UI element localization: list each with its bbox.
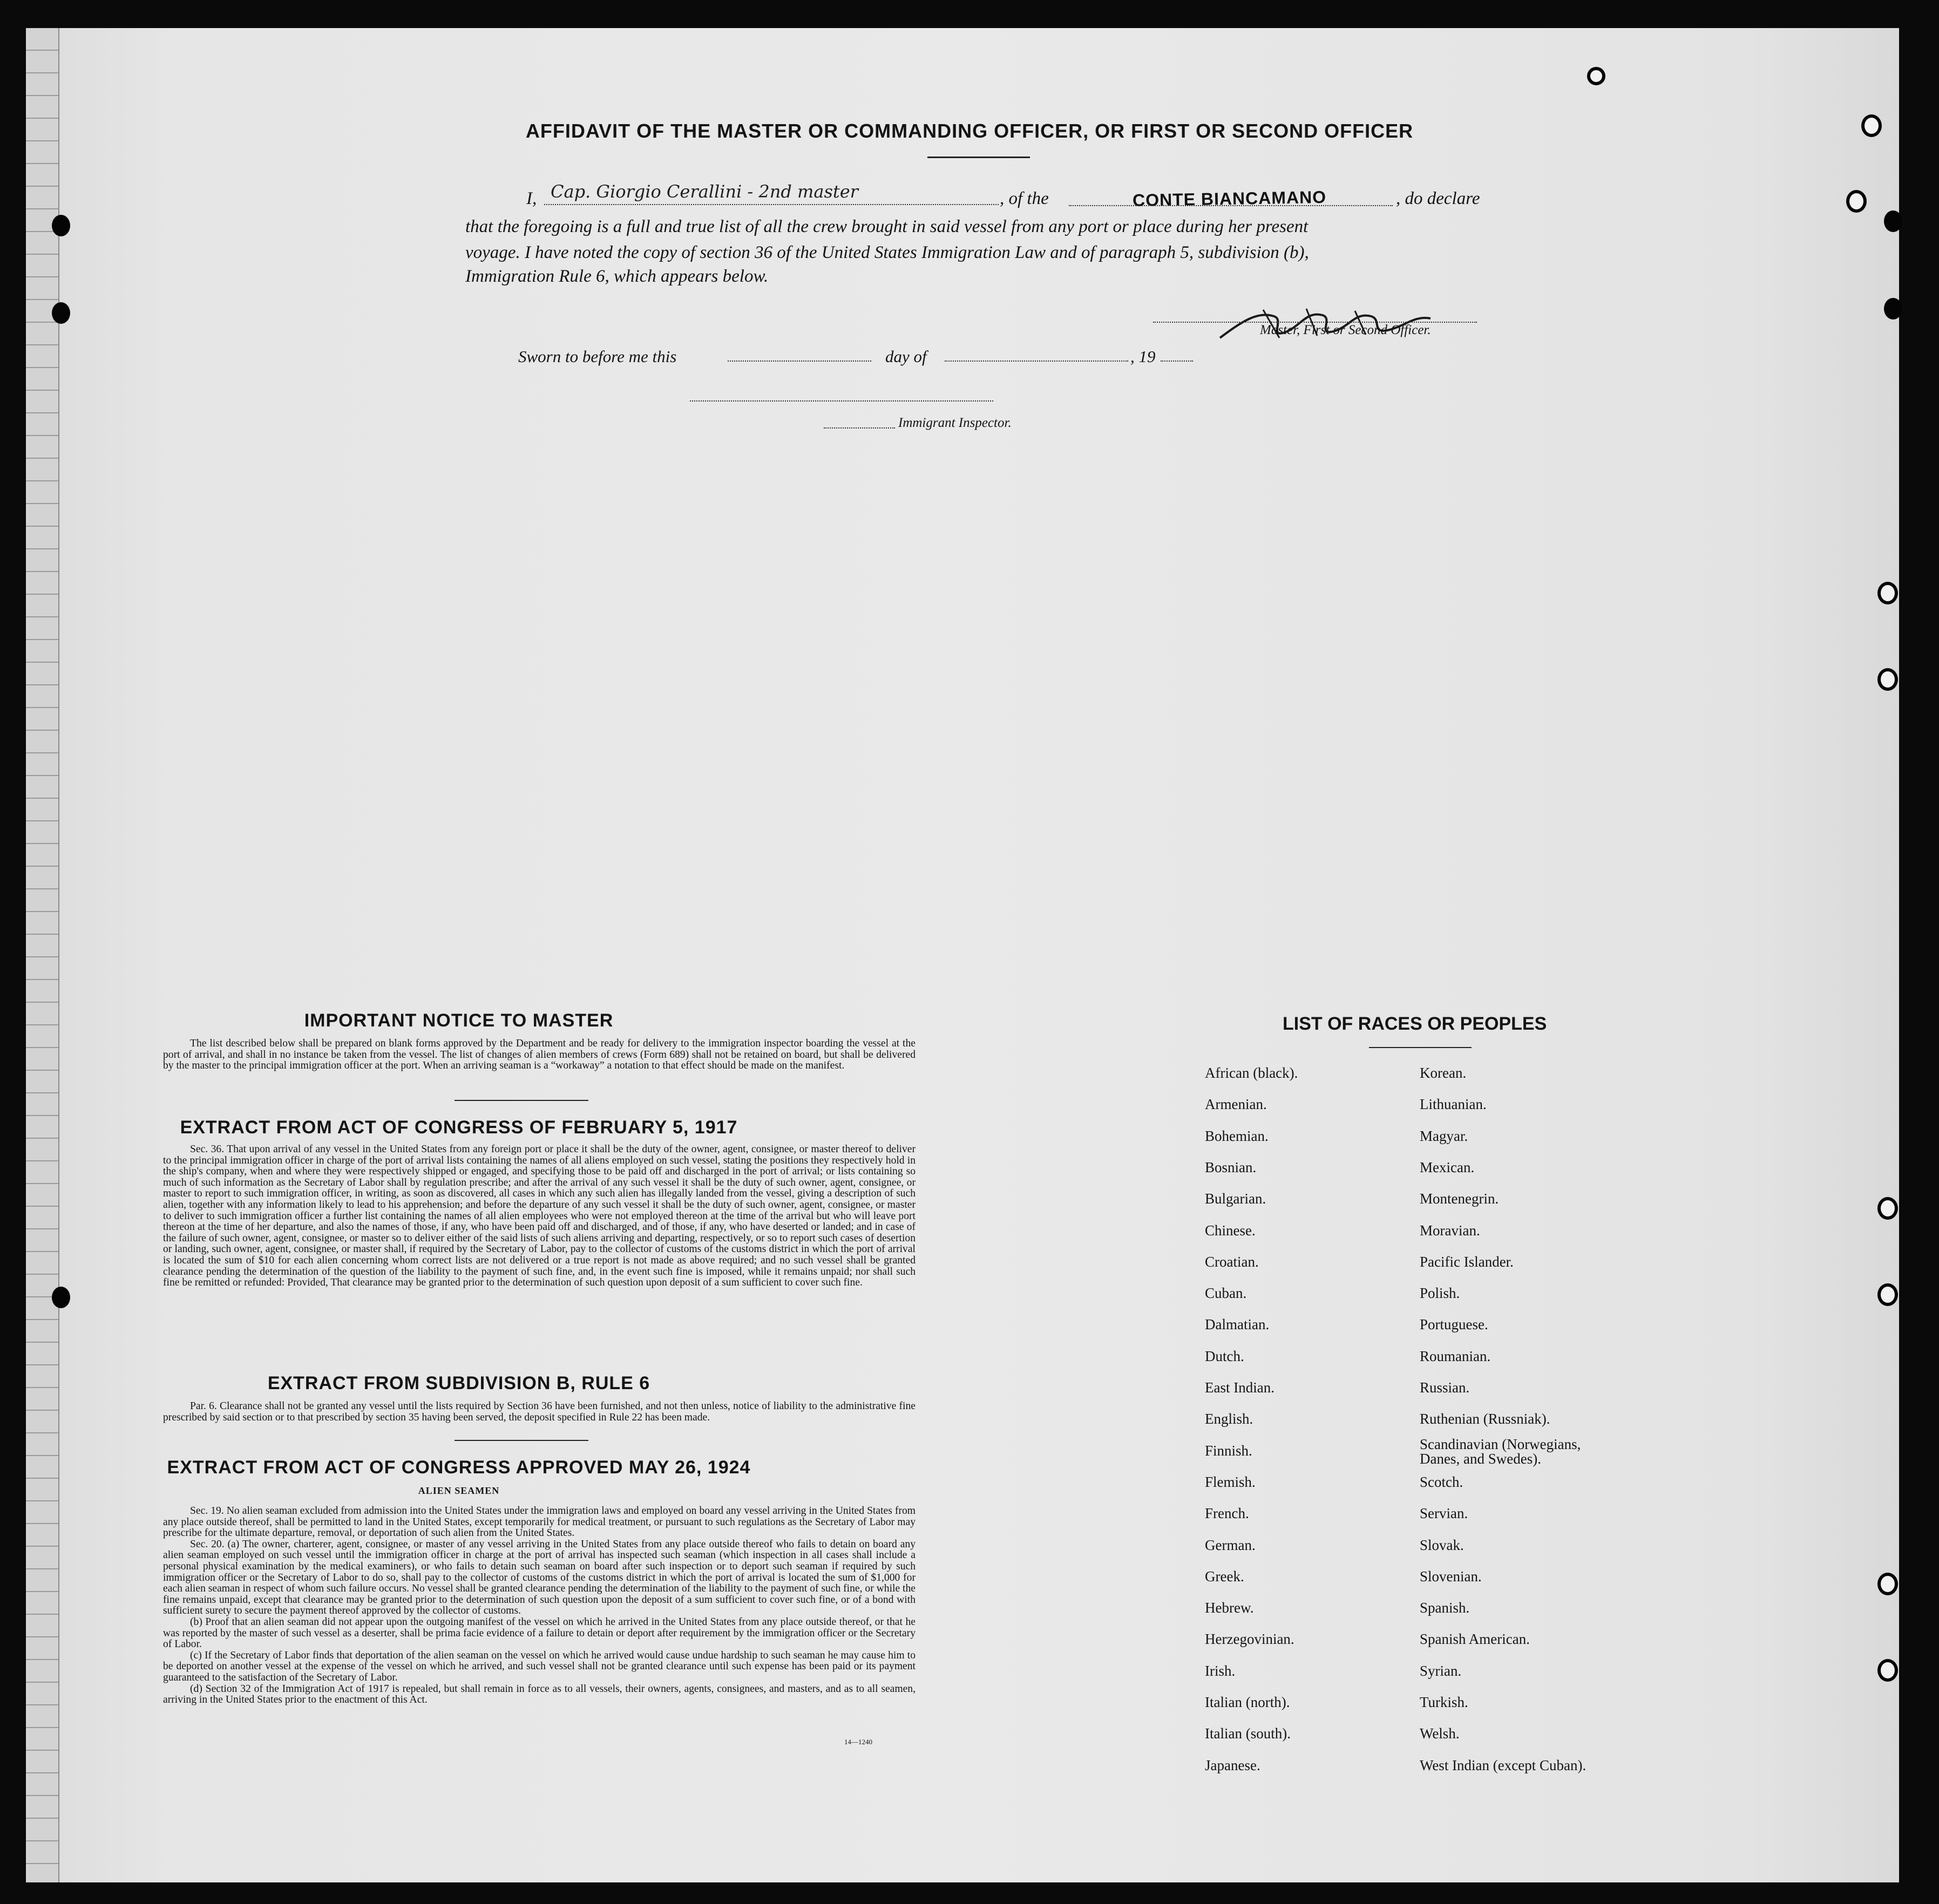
- punch-hole: [1877, 1659, 1898, 1682]
- race-item: Italian (south).: [1205, 1725, 1291, 1742]
- extract-1924-body: [163, 1506, 916, 1706]
- extract-1924-title: EXTRACT FROM ACT OF CONGRESS APPROVED MAY 26, 1924: [167, 1457, 751, 1478]
- race-item: Dalmatian.: [1205, 1316, 1270, 1333]
- race-item: Slovenian.: [1420, 1568, 1482, 1585]
- race-item: Cuban.: [1205, 1285, 1247, 1302]
- race-item: Welsh.: [1420, 1725, 1460, 1742]
- punch-hole: [1877, 1283, 1898, 1306]
- punch-hole: [1877, 1573, 1898, 1595]
- notice-body: [163, 1038, 916, 1072]
- race-item: Polish.: [1420, 1285, 1460, 1302]
- race-item: Pacific Islander.: [1420, 1253, 1514, 1270]
- race-item: Syrian.: [1420, 1662, 1462, 1679]
- race-item: Mexican.: [1420, 1159, 1475, 1175]
- race-item: Ruthenian (Russniak).: [1420, 1411, 1550, 1427]
- notice-title: IMPORTANT NOTICE TO MASTER: [304, 1010, 614, 1031]
- officer-name-line: [544, 204, 999, 205]
- punch-hole: [52, 215, 70, 236]
- race-item: Montenegrin.: [1420, 1191, 1499, 1207]
- affidavit-line-4: Immigration Rule 6, which appears below.: [465, 267, 769, 286]
- race-item: Bulgarian.: [1205, 1191, 1266, 1207]
- form-number: 14—1240: [844, 1738, 872, 1746]
- punch-hole: [1884, 298, 1902, 319]
- punch-hole: [52, 302, 70, 324]
- race-item: Moravian.: [1420, 1222, 1480, 1239]
- race-item: Spanish.: [1420, 1600, 1470, 1616]
- punch-hole: [1877, 1197, 1898, 1220]
- divider-rule: [455, 1100, 588, 1101]
- punch-hole: [1884, 210, 1902, 232]
- sec-20d-text: (d) Section 32 of the Immigration Act of 1917 is repealed, but shall remain in force as to all vessels, their owners, agents, consignees, and masters, and as to all seamen, arriving in the United States prior to the enactment of this Act.: [163, 1683, 916, 1706]
- extract-1917-title: EXTRACT FROM ACT OF CONGRESS OF FEBRUARY 5, 1917: [180, 1117, 738, 1138]
- subdivision-title: EXTRACT FROM SUBDIVISION B, RULE 6: [267, 1373, 650, 1393]
- punch-hole: [1587, 67, 1605, 85]
- title-rule: [927, 157, 1030, 158]
- punch-hole: [52, 1287, 70, 1308]
- races-title: LIST OF RACES OR PEOPLES: [1283, 1014, 1547, 1034]
- race-item: Flemish.: [1205, 1473, 1256, 1490]
- race-item: Roumanian.: [1420, 1348, 1491, 1364]
- race-item: Hebrew.: [1205, 1600, 1254, 1616]
- race-item: English.: [1205, 1411, 1253, 1427]
- race-item: Turkish.: [1420, 1694, 1468, 1710]
- race-item: African (black).: [1205, 1065, 1298, 1081]
- race-item: Greek.: [1205, 1568, 1244, 1585]
- officer-name-handwritten: Cap. Giorgio Cerallini - 2nd master: [551, 181, 858, 202]
- race-item: Servian.: [1420, 1505, 1468, 1522]
- race-item: Irish.: [1205, 1662, 1236, 1679]
- sworn-year-line: [1161, 361, 1193, 362]
- race-item: Herzegovinian.: [1205, 1631, 1294, 1648]
- race-item: Korean.: [1420, 1065, 1467, 1081]
- race-item: Russian.: [1420, 1379, 1470, 1396]
- vessel-name-stamp: CONTE BIANCAMANO: [1132, 187, 1327, 210]
- par-6-text: Par. 6. Clearance shall not be granted any vessel until the lists required by Section 36 have been furnished, and not then unless, notice of liability to the administrative fine prescribed by said section or to that prescribed by section 35 having been served, the deposit specified in Rule 22 has been made.: [163, 1400, 916, 1423]
- inspector-caption: Immigrant Inspector.: [898, 416, 1012, 430]
- sworn-label: Sworn to before me this: [518, 347, 677, 366]
- affidavit-i-label: I,: [526, 189, 537, 208]
- alien-seamen-subtitle: ALIEN SEAMEN: [418, 1485, 500, 1496]
- race-item: Croatian.: [1205, 1253, 1259, 1270]
- race-item: Scandinavian (Norwegians,: [1420, 1436, 1581, 1452]
- races-title-rule: [1369, 1047, 1472, 1048]
- race-item: French.: [1205, 1505, 1249, 1522]
- punch-hole: [1877, 668, 1898, 691]
- race-item: Armenian.: [1205, 1096, 1267, 1113]
- signature-caption: Master, First or Second Officer.: [1260, 323, 1431, 337]
- affidavit-title: AFFIDAVIT OF THE MASTER OR COMMANDING OFFICER, OR FIRST OR SECOND OFFICER: [525, 120, 1414, 142]
- sec-20b-text: (b) Proof that an alien seaman did not appear upon the outgoing manifest of the vessel on which he arrived in the United States from any place outside thereof, or that he was reported by the master of such vessel as a deserter, shall be prima facie evidence of a failure to detain or deport after requirement by the immigration officer or the Secretary of Labor.: [163, 1616, 916, 1650]
- race-item: Dutch.: [1205, 1348, 1244, 1364]
- affidavit-line-3: voyage. I have noted the copy of section 36 of the United States Immigration Law and of paragraph 5, subdivision (b),: [465, 243, 1309, 262]
- affidavit-of-the: , of the: [1000, 189, 1049, 208]
- race-item: Japanese.: [1205, 1757, 1260, 1773]
- divider-rule: [455, 1440, 588, 1441]
- race-item: Scotch.: [1420, 1473, 1463, 1490]
- year-prefix: , 19: [1130, 347, 1156, 366]
- race-item: Bohemian.: [1205, 1127, 1269, 1144]
- race-item: Finnish.: [1205, 1442, 1252, 1459]
- race-item: Slovak.: [1420, 1536, 1464, 1553]
- affidavit-line-2: that the foregoing is a full and true list of all the crew brought in said vessel from any port or place during her present: [465, 217, 1309, 236]
- race-item: Chinese.: [1205, 1222, 1256, 1239]
- race-item: Lithuanian.: [1420, 1096, 1487, 1113]
- punch-hole: [1846, 190, 1867, 213]
- race-item: Portuguese.: [1420, 1316, 1488, 1333]
- inspector-lead-line: [824, 427, 895, 429]
- punch-hole: [1877, 582, 1898, 604]
- extract-1917-body: [163, 1144, 916, 1289]
- race-item: German.: [1205, 1536, 1256, 1553]
- race-item: East Indian.: [1205, 1379, 1274, 1396]
- notice-text: The list described below shall be prepared on blank forms approved by the Department and be ready for delivery to the immigration inspector boarding the vessel at the port of arrival, and shall in no instance be taken from the vessel. The list of changes of alien members of crews (Form 689) shall not be retained on board, but shall be delivered by the master to the principal immigration officer at the port. When an arriving seaman is a “workaway” a notation to that effect should be made on the manifest.: [163, 1038, 916, 1072]
- sec-20a-text: Sec. 20. (a) The owner, charterer, agent, consignee, or master of any vessel arriving in the United States from any place outside thereof who fails to detain on board any alien seaman employed on such vessel until the immigration officer in charge at the port of arrival has inspected such seaman (which inspection in all cases shall include a personal physical examination by the medical examiners), or who fails to detain such seaman on board after such inspection or to deport such seaman if required by such immigration officer or the Secretary of Labor to do so, shall pay to the collector of customs of the customs district in which the port of arrival is located the sum of $1,000 for each alien seaman in respect of whom such failure occurs. No vessel shall be granted clearance pending the determination of the liability to the payment of such fine, or while the fine remains unpaid, except that clearance may be granted prior to the determination of such question upon the deposit of a sum sufficient to cover such fine, or of a bond with sufficient surety to secure the payment thereof approved by the collector of customs.: [163, 1538, 916, 1617]
- sec-19-text: Sec. 19. No alien seaman excluded from admission into the United States under the immigration laws and employed on board any vessel arriving in the United States from any place outside thereof, shall be permitted to land in the United States, except temporarily for medical treatment, or pursuant to such regulations as the Secretary of Labor may prescribe for the ultimate departure, removal, or deportation of such alien from the United States.: [163, 1505, 916, 1539]
- race-item: Bosnian.: [1205, 1159, 1257, 1175]
- race-item: Italian (north).: [1205, 1694, 1290, 1710]
- inspector-signature-line: [690, 400, 993, 402]
- sec-20c-text: (c) If the Secretary of Labor finds that deportation of the alien seaman on the vessel on which he arrived would cause undue hardship to such seaman he may cause him to be deported on another vessel at the expense of the vessel on which he arrived, and such vessel shall not be granted clearance until such expense has been paid or its payment guaranteed to the satisfaction of the Secretary of Labor.: [163, 1649, 916, 1683]
- day-of-label: day of: [885, 347, 927, 366]
- race-item: Spanish American.: [1420, 1631, 1530, 1648]
- sworn-month-line: [945, 361, 1128, 362]
- race-item: Magyar.: [1420, 1127, 1468, 1144]
- affidavit-do-declare: , do declare: [1396, 189, 1480, 208]
- race-item: West Indian (except Cuban).: [1420, 1757, 1587, 1773]
- vessel-name-line: [1069, 205, 1393, 206]
- sec-36-text: Sec. 36. That upon arrival of any vessel in the United States from any foreign port or place it shall be the duty of the owner, agent, consignee, or master thereof to deliver to the principal immigration officer in charge of the port of arrival lists containing the names of all aliens employed on such vessel, stating the positions they respectively hold in the ship's company, when and where they were respectively shipped or engaged, and specifying those to be paid off and discharged in the port of arrival; or lists containing so much of such information as the Secretary of Labor shall by regulation prescribe; and after the arrival of any such vessel it shall be the duty of such owner, agent, consignee, or master to report to such immigration officer, in writing, as soon as discovered, all cases in which any such alien has illegally landed from the vessel, giving a description of such alien, together with any information likely to lead to his apprehension; and before the departure of any such vessel it shall be the duty of such owner, agent, consignee, or master to deliver to such immigration officer a further list containing the names of all alien employees who were not employed thereon at the time of the arrival but who will leave port thereon at the time of her departure, and also the names of those, if any, who have been paid off and discharged, and of those, if any, who have deserted or landed; and in case of the failure of such owner, agent, consignee, or master so to deliver either of the said lists of such aliens arriving and departing, respectively, or so to report such cases of desertion or landing, such owner, agent, consignee, or master shall, if required by the Secretary of Labor, pay to the collector of customs of the customs district in which the port of arrival is located the sum of $10 for each alien concerning whom correct lists are not delivered or a true report is not made as above required; and no such vessel shall be granted clearance pending the determination of the question of the liability to the payment of such fine, and, in the event such fine is imposed, while it remains unpaid; nor shall such fine be remitted or refunded: Provided, That clearance may be granted prior to the determination of such question upon deposit of a sum sufficient to cover such fine.: [163, 1144, 916, 1289]
- sworn-day-line: [728, 361, 871, 362]
- subdivision-body: [163, 1401, 916, 1423]
- race-continuation: Danes, and Swedes).: [1420, 1451, 1541, 1467]
